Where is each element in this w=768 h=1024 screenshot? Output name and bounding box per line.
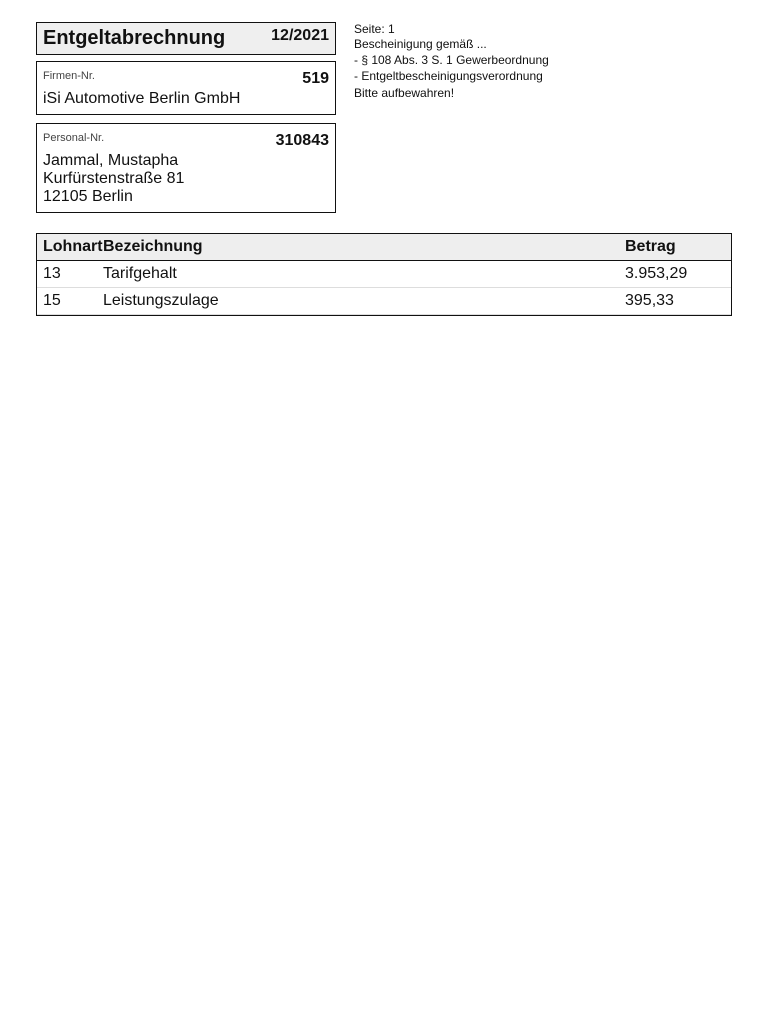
person-street: Kurfürstenstraße 81 <box>43 170 185 187</box>
person-panel <box>36 123 336 213</box>
company-name: iSi Automotive Berlin GmbH <box>43 90 241 107</box>
page-label: Seite: 1 <box>354 22 395 36</box>
notice-line-3: - Entgeltbescheinigungsverordnung <box>354 69 543 84</box>
notice-line-2: - § 108 Abs. 3 S. 1 Gewerbeordnung <box>354 53 549 68</box>
notice-line-4: Bitte aufbewahren! <box>354 85 455 100</box>
company-number-row <box>43 70 329 88</box>
company-panel <box>36 61 336 115</box>
document-title: Entgeltabrechnung <box>43 27 226 49</box>
row-1-bezeichnung: Tarifgehalt <box>103 265 177 282</box>
notice-block <box>354 36 732 101</box>
header-bezeichnung: Bezeichnung <box>103 238 203 255</box>
left-column <box>36 22 336 221</box>
person-city: 12105 Berlin <box>43 188 133 205</box>
row-2-bezeichnung: Leistungszulage <box>103 292 219 309</box>
row-1-betrag: 3.953,29 <box>625 265 688 282</box>
person-number-row <box>43 132 329 150</box>
table-row-1 <box>37 261 731 288</box>
table-header <box>37 234 731 261</box>
notice-line-1: Bescheinigung gemäß ... <box>354 37 487 51</box>
row-2-lohnart: 15 <box>43 292 61 309</box>
right-column <box>354 22 732 221</box>
table-row-2 <box>37 288 731 315</box>
document-title-bar <box>36 22 336 55</box>
row-2-betrag: 395,33 <box>625 292 674 309</box>
person-number-label: Personal-Nr. <box>43 132 105 144</box>
row-1-lohnart: 13 <box>43 265 61 282</box>
person-number-value: 310843 <box>275 132 329 149</box>
header-lohnart: Lohnart <box>43 238 103 255</box>
top-section <box>36 22 732 221</box>
person-name: Jammal, Mustapha <box>43 152 179 169</box>
header-betrag: Betrag <box>625 238 676 255</box>
company-number-label: Firmen-Nr. <box>43 70 95 82</box>
summary-table <box>36 233 732 316</box>
document-period: 12/2021 <box>271 27 329 44</box>
company-number-value: 519 <box>302 70 329 87</box>
